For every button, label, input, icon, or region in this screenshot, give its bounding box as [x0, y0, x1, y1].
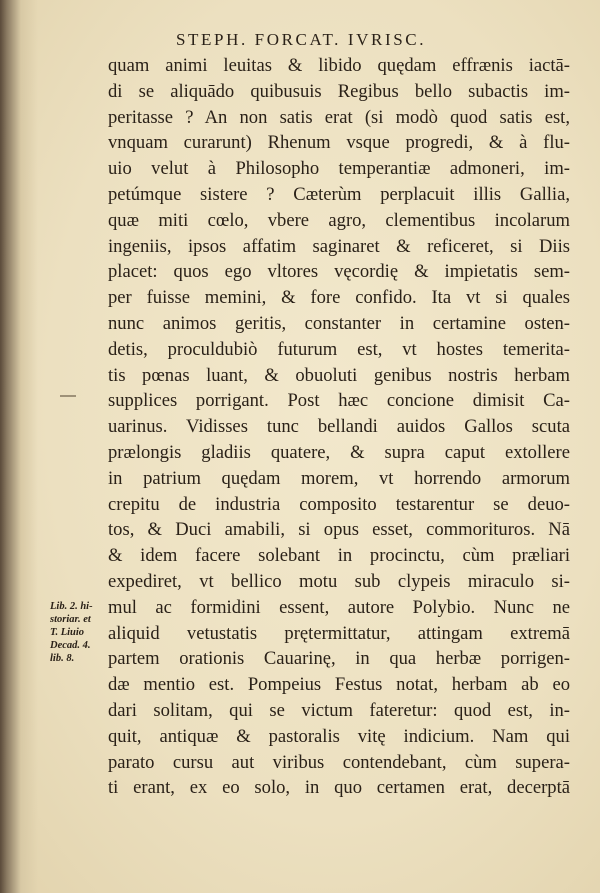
text-line: crepitu de industria composito testarentur se deuo- [108, 493, 570, 515]
text-line: tis pœnas luant, & obuoluti genibus nostris herbam [108, 364, 570, 386]
text-line: in patrium quędam morem, vt horrendo armorum [108, 467, 570, 489]
margin-note-line: storiar. et [50, 614, 91, 625]
text-line: parato cursu aut viribus contendebant, cùm supera- [108, 751, 570, 773]
text-line: mul ac formidini essent, autore Polybio. Nunc ne [108, 596, 570, 618]
margin-note-line: Decad. 4. [50, 640, 91, 651]
text-line: petúmque sistere ? Cæterùm perplacuit illis Gallia, [108, 183, 570, 205]
text-line: uio velut à Philosopho temperantiæ admoneri, im- [108, 158, 570, 180]
binding-gutter [0, 0, 38, 893]
text-line: uarinus. Vidisses tunc bellandi auidos Gallos scuta [108, 416, 570, 438]
text-line: ti erant, ex eo solo, in quo certamen erat, decerptā [108, 777, 570, 799]
text-line: tos, & Duci amabili, si opus esset, commorituros. Nā [108, 519, 570, 541]
margin-mark [60, 395, 76, 397]
text-line: ingeniis, ipsos affatim saginaret & reficeret, si Diis [108, 235, 570, 257]
margin-notes [50, 600, 112, 665]
body-text [108, 53, 570, 801]
text-line: vnquam curarunt) Rhenum vsque progredi, & à flu- [108, 132, 570, 154]
margin-note-line: Lib. 2. hi- [50, 601, 93, 612]
text-line: di se aliquādo quibusuis Regibus bello subactis im- [108, 80, 570, 102]
text-line: quam animi leuitas & libido quędam effrænis iactā- [108, 55, 570, 76]
text-line: quæ miti cœlo, vbere agro, clementibus incolarum [108, 209, 570, 231]
text-line: aliquid vetustatis prętermittatur, attingam extremā [108, 622, 570, 644]
text-line: dæ mentio est. Pompeius Festus notat, herbam ab eo [108, 674, 570, 696]
margin-note-line: T. Liuio [50, 627, 85, 638]
text-line: & idem facere solebant in procinctu, cùm præliari [108, 545, 570, 567]
text-line: supplices porrigant. Post hæc concione dimisit Ca- [108, 390, 570, 412]
text-line: prælongis gladiis quatere, & supra caput extollere [108, 441, 570, 463]
text-line: partem orationis Cauarinę, in qua herbæ porrigen- [108, 648, 570, 670]
text-line: quit, antiquæ & pastoralis vitę indicium. Nam qui [108, 725, 570, 747]
text-line: detis, proculdubiò futurum est, vt hostes temerita- [108, 338, 570, 360]
text-line: expediret, vt bellico motu sub clypeis miraculo si- [108, 570, 570, 592]
text-line: placet: quos ego vltores vęcordię & impietatis sem- [108, 261, 570, 283]
text-line: dari solitam, qui se victum fateretur: quod est, in- [108, 699, 570, 721]
text-line: peritasse ? An non satis erat (si modò quod satis est, [108, 106, 570, 128]
margin-note-line: lib. 8. [50, 653, 75, 664]
text-line: nunc animos geritis, constanter in certamine osten- [108, 312, 570, 334]
text-line: per fuisse memini, & fore confido. Ita vt si quales [108, 287, 570, 309]
running-header: STEPH. FORCAT. IVRISC. [176, 30, 427, 49]
